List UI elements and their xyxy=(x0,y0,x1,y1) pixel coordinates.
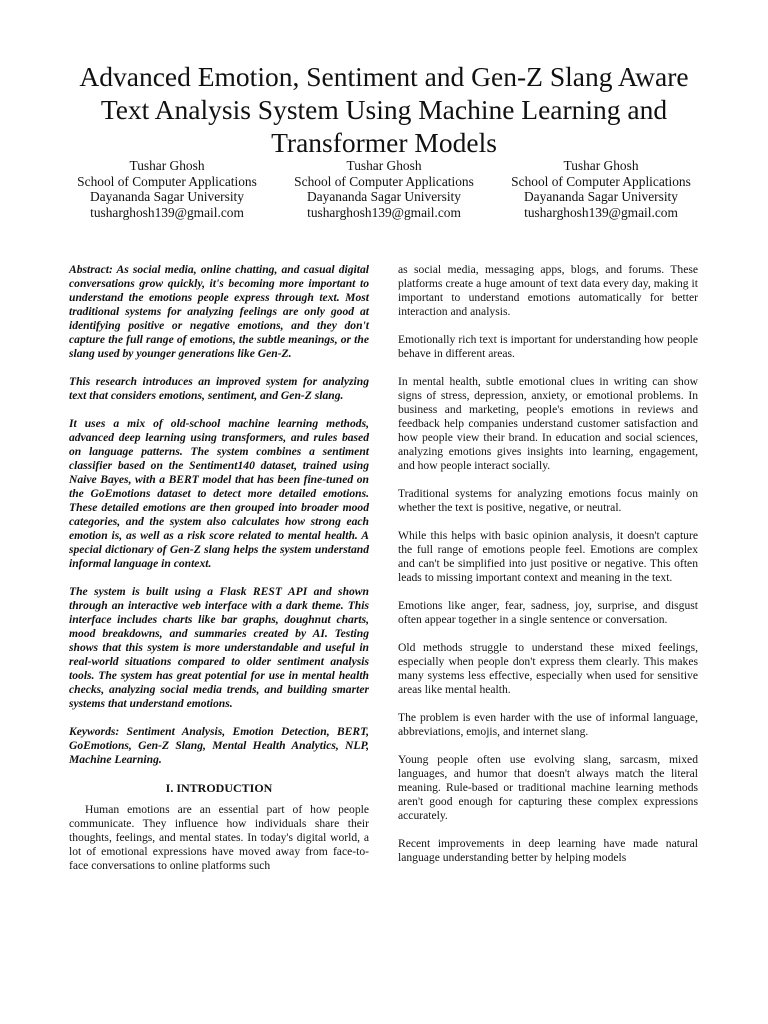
author-dept: School of Computer Applications xyxy=(511,173,691,189)
author-1 xyxy=(62,158,272,220)
intro-paragraph: Emotions like anger, fear, sadness, joy, surprise, and disgust often appear together in a single sentence or conversation. xyxy=(398,599,698,626)
intro-paragraph: Human emotions are an essential part of how people communicate. They influence how individuals share their thoughts, feelings, and mental states. In today's digital world, a lot of emotional expressions have moved away from face-to-face conversations to online platforms such xyxy=(69,803,369,872)
author-email: tusharghosh139@gmail.com xyxy=(524,204,678,220)
intro-paragraph: The problem is even harder with the use of informal language, abbreviations, emojis, and internet slang. xyxy=(398,711,698,738)
paper-title: Advanced Emotion, Sentiment and Gen-Z Slang Aware Text Analysis System Using Machine Learning and Transformer Models xyxy=(79,61,689,158)
abstract-paragraph: Abstract: As social media, online chatting, and casual digital conversations grow quickly, it's becoming more important to understand the emotions people express through text. Most traditional systems for analyzing feelings are only good at identifying positive or negative emotions, and they don't capture the full range of emotions, the subtle meanings, or the slang used by younger generations like Gen-Z. xyxy=(69,263,369,360)
abstract-paragraph: This research introduces an improved system for analyzing text that considers emotions, sentiment, and Gen-Z slang. xyxy=(69,375,369,402)
section-heading: I. INTRODUCTION xyxy=(165,781,273,795)
author-name: Tushar Ghosh xyxy=(129,158,205,173)
left-column xyxy=(69,263,369,887)
right-column xyxy=(398,263,698,879)
abstract-paragraph: It uses a mix of old-school machine learning methods, advanced deep learning using transformers, and rules based on language patterns. The system combines a sentiment classifier based on the Sentiment140 dataset, trained using Naive Bayes, with a BERT model that has been fine-tuned on the GoEmotions dataset to detect more detailed emotions. These detailed emotions are then grouped into broader mood categories, and the system also calculates how strong each emotion is, as well as a risk score related to mental health. A special dictionary of Gen-Z slang helps the system understand informal language in context. xyxy=(69,417,369,570)
author-3 xyxy=(496,158,706,220)
author-univ: Dayananda Sagar University xyxy=(524,189,678,205)
author-dept: School of Computer Applications xyxy=(77,173,257,189)
author-name: Tushar Ghosh xyxy=(346,158,422,173)
intro-paragraph: Old methods struggle to understand these mixed feelings, especially when people don't express them clearly. This makes many systems less effective, especially when used for sensitive areas like mental health. xyxy=(398,641,698,696)
author-email: tusharghosh139@gmail.com xyxy=(90,204,244,220)
author-block xyxy=(62,158,706,220)
intro-paragraph: In mental health, subtle emotional clues in writing can show signs of stress, depression, anxiety, or emotional problems. In business and marketing, people's emotions in reviews and feedback help companies understand customer satisfaction and how people view their brand. In education and social sciences, analyzing emotions gives insights into learning, engagement, and how people interact socially. xyxy=(398,375,698,472)
author-2 xyxy=(279,158,489,220)
intro-paragraph: While this helps with basic opinion analysis, it doesn't capture the full range of emotions people feel. Emotions are complex and can't be simplified into just positive or negative. This often leads to missing important context and meaning in the text. xyxy=(398,529,698,584)
abstract-paragraph: The system is built using a Flask REST API and shown through an interactive web interface with a dark theme. This interface includes charts like bar graphs, doughnut charts, mood breakdowns, and summaries created by AI. Testing shows that this system is more understandable and useful in real-world situations compared to older sentiment analysis tools. The system has great potential for use in mental health checks, analyzing social media trends, and building smarter systems that understand emotions. xyxy=(69,585,369,710)
author-univ: Dayananda Sagar University xyxy=(307,189,461,205)
author-name: Tushar Ghosh xyxy=(563,158,639,173)
keywords: Keywords: Sentiment Analysis, Emotion Detection, BERT, GoEmotions, Gen-Z Slang, Mental Health Analytics, NLP, Machine Learning. xyxy=(69,725,369,766)
author-dept: School of Computer Applications xyxy=(294,173,474,189)
intro-paragraph: Young people often use evolving slang, sarcasm, mixed languages, and humor that doesn't always match the literal meaning. Rule-based or traditional machine learning methods aren't good enough for capturing these complex expressions accurately. xyxy=(398,753,698,822)
intro-paragraph: Emotionally rich text is important for understanding how people behave in different areas. xyxy=(398,333,698,360)
intro-paragraph: as social media, messaging apps, blogs, and forums. These platforms create a huge amount of text data every day, making it important to understand emotions automatically for better interaction and analysis. xyxy=(398,263,698,318)
intro-paragraph: Traditional systems for analyzing emotions focus mainly on whether the text is positive, negative, or neutral. xyxy=(398,487,698,514)
intro-paragraph: Recent improvements in deep learning have made natural language understanding better by helping models xyxy=(398,837,698,864)
author-univ: Dayananda Sagar University xyxy=(90,189,244,205)
author-email: tusharghosh139@gmail.com xyxy=(307,204,461,220)
